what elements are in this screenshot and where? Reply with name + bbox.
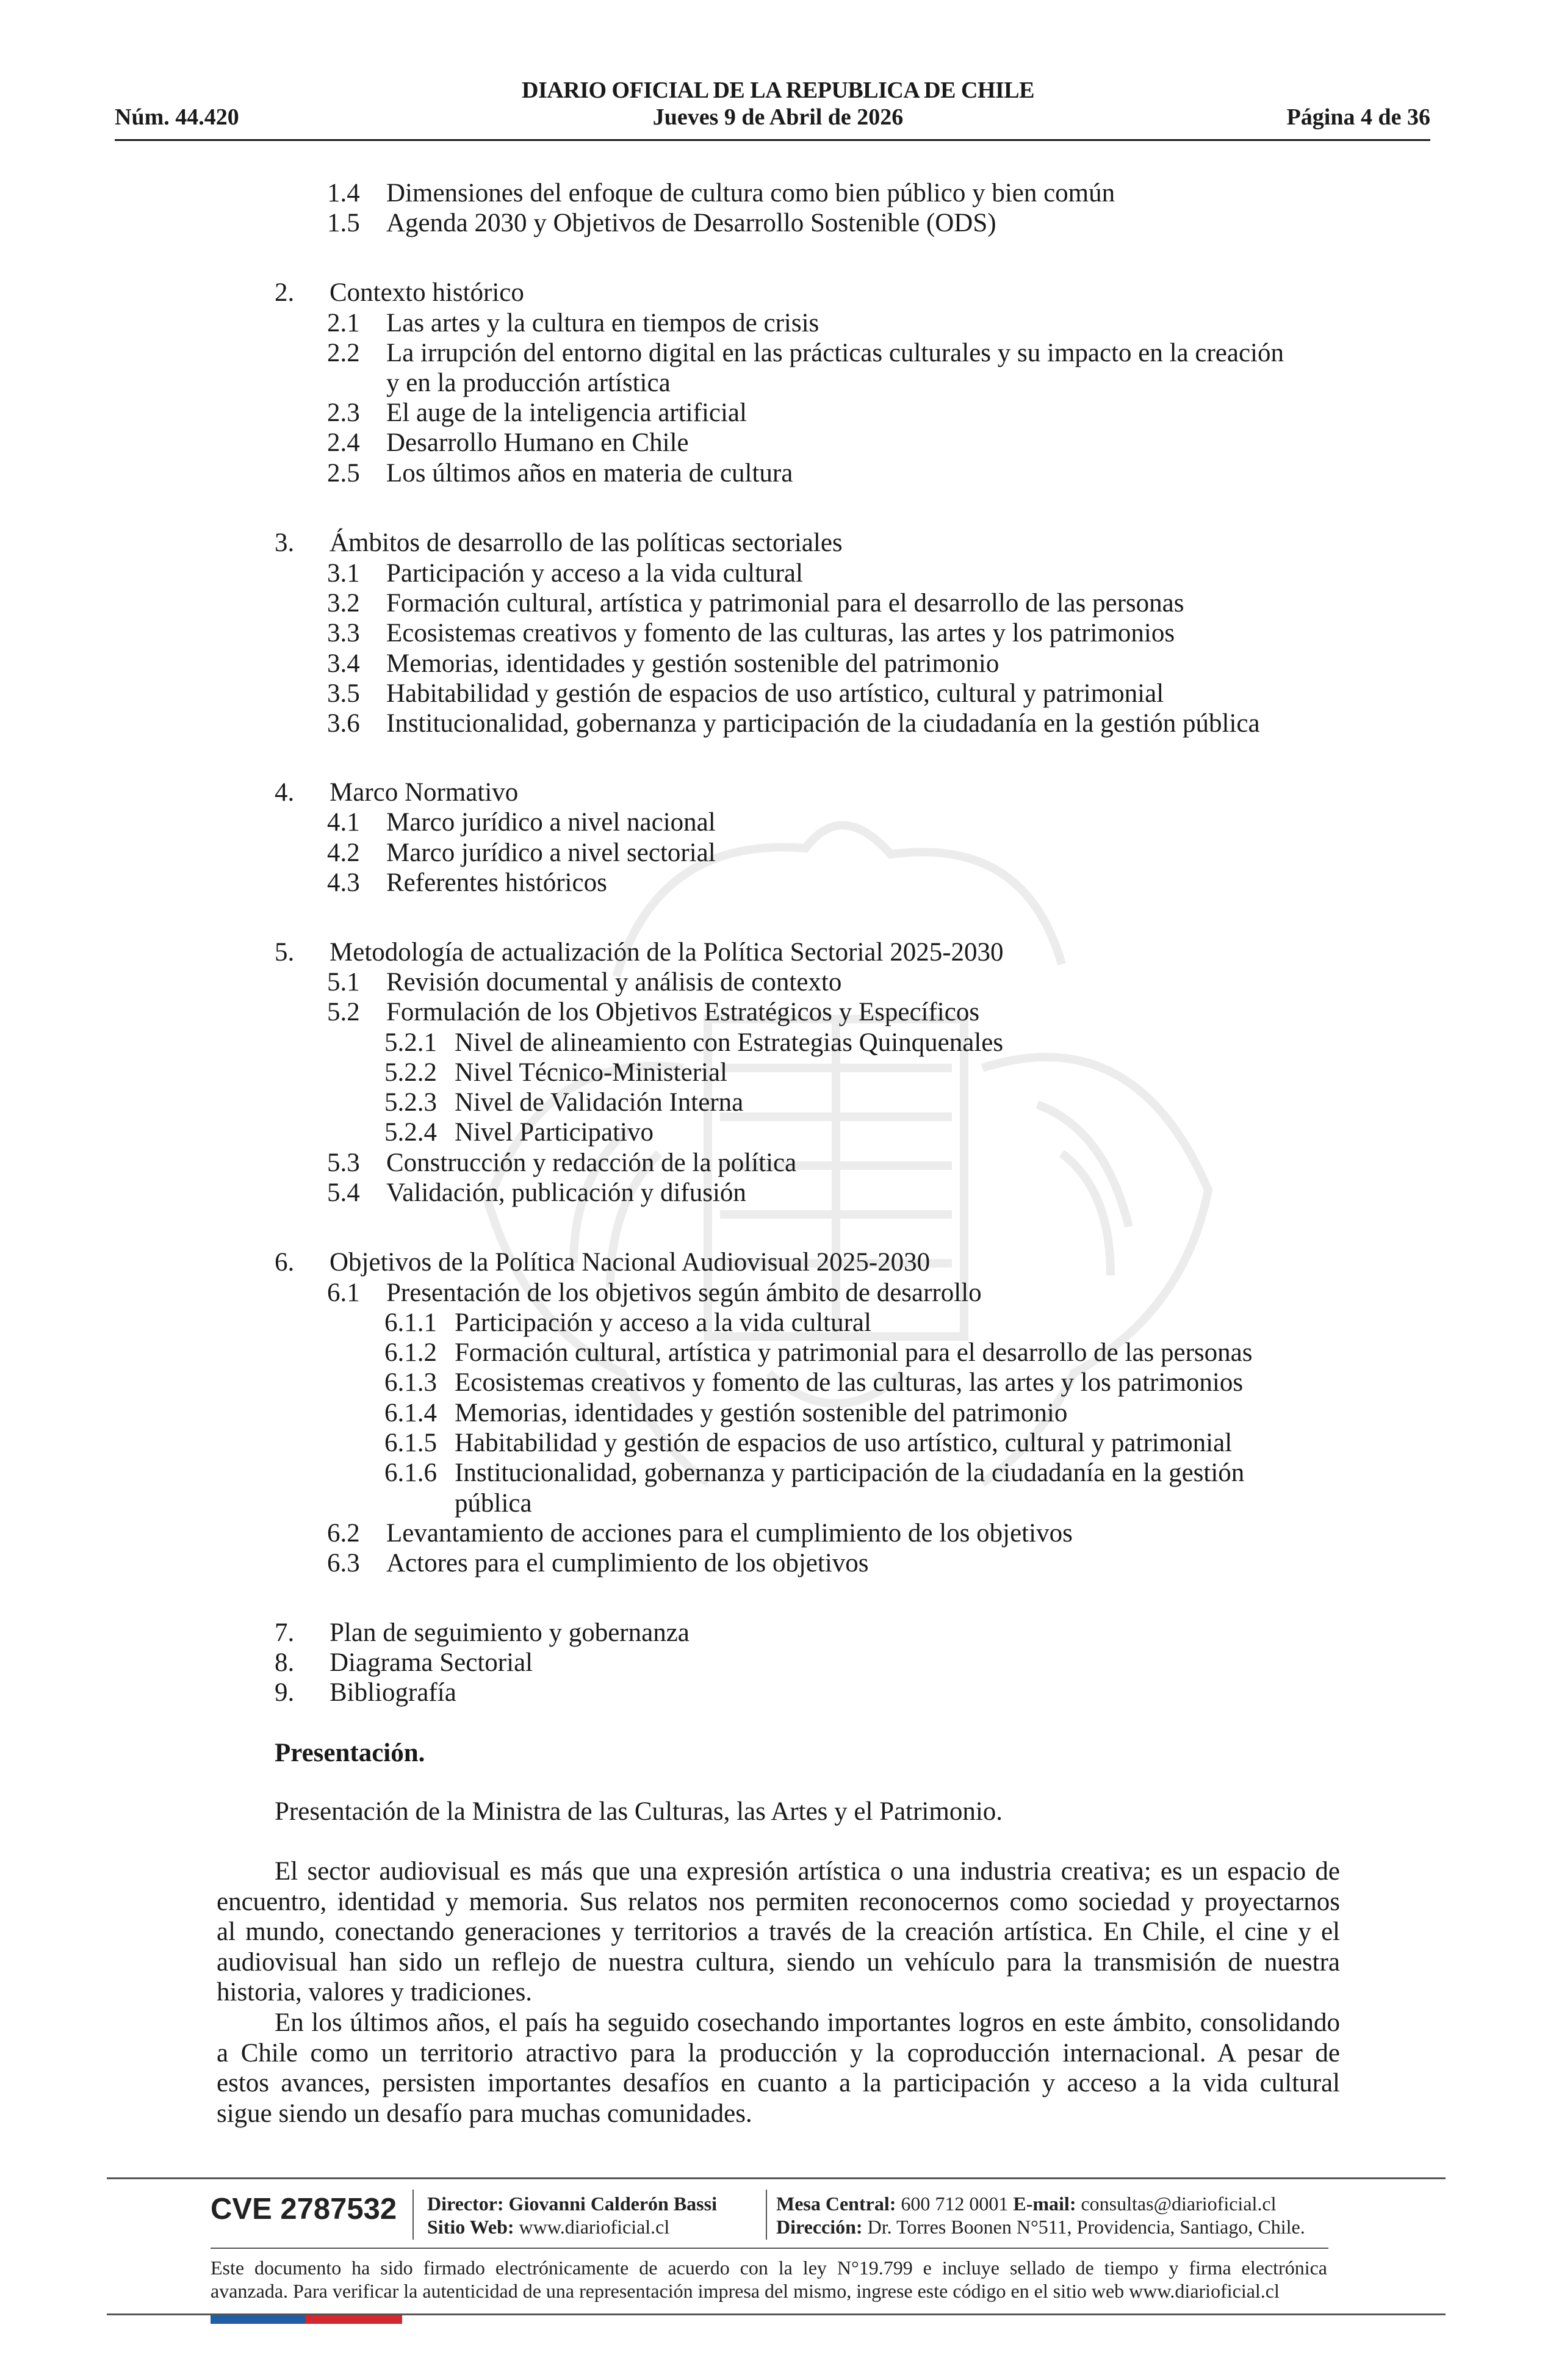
toc-item-number: 2.4 [327,428,360,457]
toc-item-number: 8. [275,1648,295,1677]
toc-item-text: Memorias, identidades y gestión sostenible del patrimonio [386,649,1000,678]
toc-item-text: Participación y acceso a la vida cultural [386,559,803,588]
toc-item-text: Metodología de actualización de la Política Sectorial 2025-2030 [330,938,1004,967]
toc-item-number: 6.1.4 [384,1399,437,1427]
address-value: Dr. Torres Boonen N°511, Providencia, Santiago, Chile. [867,2216,1305,2238]
site-link[interactable]: www.diarioficial.cl [519,2216,670,2238]
toc-item-number: 2.3 [327,398,360,427]
toc-item-number: 9. [275,1678,295,1707]
presentation-subtitle: Presentación de la Ministra de las Culturas, las Artes y el Patrimonio. [275,1797,1003,1826]
toc-item-text: Objetivos de la Política Nacional Audiovisual 2025-2030 [330,1248,931,1277]
toc-item-text: Dimensiones del enfoque de cultura como bien público y bien común [386,179,1115,207]
page-number: Página 4 de 36 [1286,104,1430,130]
toc-item-text: Formulación de los Objetivos Estratégicos y Específicos [386,998,980,1026]
toc-item-text: Ámbitos de desarrollo de las políticas sectoriales [330,528,843,557]
signature-notice [211,2256,1327,2302]
toc-item-number: 7. [275,1618,295,1647]
toc-item-number: 3. [275,528,295,557]
issue-date: Jueves 9 de Abril de 2026 [652,104,904,130]
notice-line-2: avanzada. Para verificar la autenticidad de una representación impresa del mismo, ingrese este código en el sitio web www.diarioficial.cl [211,2280,1280,2302]
toc-item-number: 3.5 [327,679,360,708]
toc-item-text: Institucionalidad, gobernanza y participación de la ciudadanía en la gestión pública [386,709,1260,738]
address-line [776,2215,1305,2238]
flag-stripe-blue [211,2315,306,2324]
toc-item-text: Actores para el cumplimiento de los objetivos [386,1549,869,1578]
paragraph-line: En los últimos años, el país ha seguido cosechando importantes logros en este ámbito, consolidando [275,2008,1340,2037]
toc-item-text: Ecosistemas creativos y fomento de las culturas, las artes y los patrimonios [455,1368,1244,1397]
director-line [427,2192,717,2215]
newspaper-title: DIARIO OFICIAL DE LA REPUBLICA DE CHILE [522,78,1034,103]
toc-item-number: 6.1.1 [384,1308,437,1337]
toc-item-number: 5.2 [327,998,360,1026]
footer-divider-mid [211,2248,1328,2249]
toc-item-number: 3.3 [327,619,360,647]
address-label: Dirección: [776,2216,863,2238]
toc-item-text: Contexto histórico [330,278,524,307]
toc-item-text: La irrupción del entorno digital en las prácticas culturales y su impacto en la creación [386,339,1284,367]
toc-item-number: 2.1 [327,309,360,337]
email-link[interactable]: consultas@diarioficial.cl [1081,2193,1277,2215]
director-label: Director: [427,2193,504,2215]
toc-item-text: Bibliografía [330,1678,456,1707]
toc-item-number: 5.2.3 [384,1088,437,1117]
toc-item-number: 6.1.6 [384,1459,437,1487]
toc-item-number: 4.2 [327,838,360,867]
paragraph-line: encuentro, identidad y memoria. Sus relatos nos permiten reconocernos como sociedad y proyectarnos [217,1887,1340,1916]
toc-item-number: 1.5 [327,209,360,237]
toc-item-text: Nivel Participativo [455,1118,654,1147]
toc-item-text: Levantamiento de acciones para el cumplimiento de los objetivos [386,1519,1073,1548]
toc-item-number: 5.2.4 [384,1118,437,1147]
toc-item-text: Formación cultural, artística y patrimonial para el desarrollo de las personas [455,1338,1253,1367]
toc-item-text: Revisión documental y análisis de contexto [386,968,842,997]
cve-code: CVE 2787532 [211,2193,397,2226]
toc-item-number: 3.2 [327,589,360,618]
notice-line-1: Este documento ha sido firmado electrónicamente de acuerdo con la ley N°19.799 e incluye sellado de tiempo y firma electrónica [211,2257,1327,2279]
site-line [427,2215,669,2238]
issue-number: Núm. 44.420 [115,104,239,130]
toc-item-text: Institucionalidad, gobernanza y participación de la ciudadanía en la gestión [455,1459,1245,1487]
toc-item-number: 3.6 [327,709,360,738]
toc-item-text: Nivel Técnico-Ministerial [455,1058,727,1087]
toc-item-text: Las artes y la cultura en tiempos de crisis [386,309,819,337]
toc-item-number: 6.1.5 [384,1429,437,1457]
director-name: Giovanni Calderón Bassi [508,2193,717,2215]
central-line [776,2192,1277,2215]
header-divider [115,139,1430,141]
toc-item-number: 5.3 [327,1149,360,1177]
toc-item-text: Desarrollo Humano en Chile [386,428,689,457]
footer-divider-top [107,2177,1446,2179]
toc-item-text: El auge de la inteligencia artificial [386,398,747,427]
toc-item-text: y en la producción artística [386,369,671,397]
paragraph-line: a Chile como un territorio atractivo para la producción y la coproducción internacional. A pesar de [217,2038,1340,2068]
toc-item-number: 5.1 [327,968,360,997]
presentation-paragraph-1 [217,1856,1340,2008]
paragraph-line: El sector audiovisual es más que una expresión artística o una industria creativa; es un espacio de [275,1857,1340,1886]
paragraph-line: sigue siendo un desafío para muchas comunidades. [217,2099,752,2128]
site-label: Sitio Web: [427,2216,514,2238]
toc-item-number: 2.5 [327,459,360,488]
toc-item-text: Construcción y redacción de la política [386,1149,797,1177]
toc-item-number: 6. [275,1248,295,1277]
footer-separator [412,2190,414,2240]
toc-item-text: Marco jurídico a nivel sectorial [386,838,716,867]
toc-item-number: 6.3 [327,1549,360,1578]
presentation-paragraph-2 [217,2008,1340,2129]
toc-item-number: 5. [275,938,295,967]
toc-item-text: Plan de seguimiento y gobernanza [330,1618,690,1647]
toc-item-number: 2.2 [327,339,360,367]
toc-item-text: Los últimos años en materia de cultura [386,459,793,488]
toc-item-number: 6.2 [327,1519,360,1548]
toc-item-text: Referentes históricos [386,868,607,897]
paragraph-line: historia, valores y tradiciones. [217,1978,533,2007]
central-phone: 600 712 0001 [901,2193,1009,2215]
toc-item-number: 4.3 [327,868,360,897]
toc-item-number: 5.4 [327,1178,360,1207]
toc-item-text: Agenda 2030 y Objetivos de Desarrollo Sostenible (ODS) [386,209,996,237]
toc-item-number: 6.1.2 [384,1338,437,1367]
toc-item-text: Memorias, identidades y gestión sostenible del patrimonio [455,1399,1068,1427]
toc-item-text: Marco Normativo [330,778,519,807]
toc-item-number: 2. [275,278,295,307]
paragraph-line: estos avances, persisten importantes desafíos en cuanto a la participación y acceso a la vida cultural [217,2069,1340,2097]
toc-item-text: Diagrama Sectorial [330,1648,533,1677]
toc-item-text: Validación, publicación y difusión [386,1178,746,1207]
toc-item-text: Habitabilidad y gestión de espacios de uso artístico, cultural y patrimonial [455,1429,1233,1457]
toc-item-text: Participación y acceso a la vida cultural [455,1308,871,1337]
toc-item-number: 6.1.3 [384,1368,437,1397]
toc-item-text: pública [455,1489,532,1518]
toc-item-text: Marco jurídico a nivel nacional [386,808,716,837]
central-label: Mesa Central: [776,2193,896,2215]
toc-item-text: Nivel de alineamiento con Estrategias Quinquenales [455,1028,1004,1057]
toc-item-text: Presentación de los objetivos según ámbito de desarrollo [386,1278,982,1307]
email-label: E-mail: [1013,2193,1076,2215]
toc-item-number: 3.1 [327,559,360,588]
toc-item-text: Habitabilidad y gestión de espacios de uso artístico, cultural y patrimonial [386,679,1164,708]
toc-item-number: 1.4 [327,179,360,207]
paragraph-line: audiovisual han sido un reflejo de nuestra cultura, siendo un vehículo para la transmisión de nuestra [217,1947,1340,1977]
footer-separator-2 [766,2190,767,2240]
toc-item-text: Ecosistemas creativos y fomento de las culturas, las artes y los patrimonios [386,619,1175,647]
toc-item-text: Nivel de Validación Interna [455,1088,744,1117]
toc-item-number: 3.4 [327,649,360,678]
toc-item-number: 4. [275,778,295,807]
toc-item-number: 6.1 [327,1278,360,1307]
toc-item-text: Formación cultural, artística y patrimonial para el desarrollo de las personas [386,589,1184,618]
presentation-heading: Presentación. [275,1739,425,1767]
toc-item-number: 4.1 [327,808,360,837]
paragraph-line: al mundo, conectando generaciones y territorios a través de la creación artística. En Chile, el cine y el [217,1917,1340,1946]
flag-stripe-red [306,2315,402,2324]
toc-item-number: 5.2.2 [384,1058,437,1087]
toc-item-number: 5.2.1 [384,1028,437,1057]
